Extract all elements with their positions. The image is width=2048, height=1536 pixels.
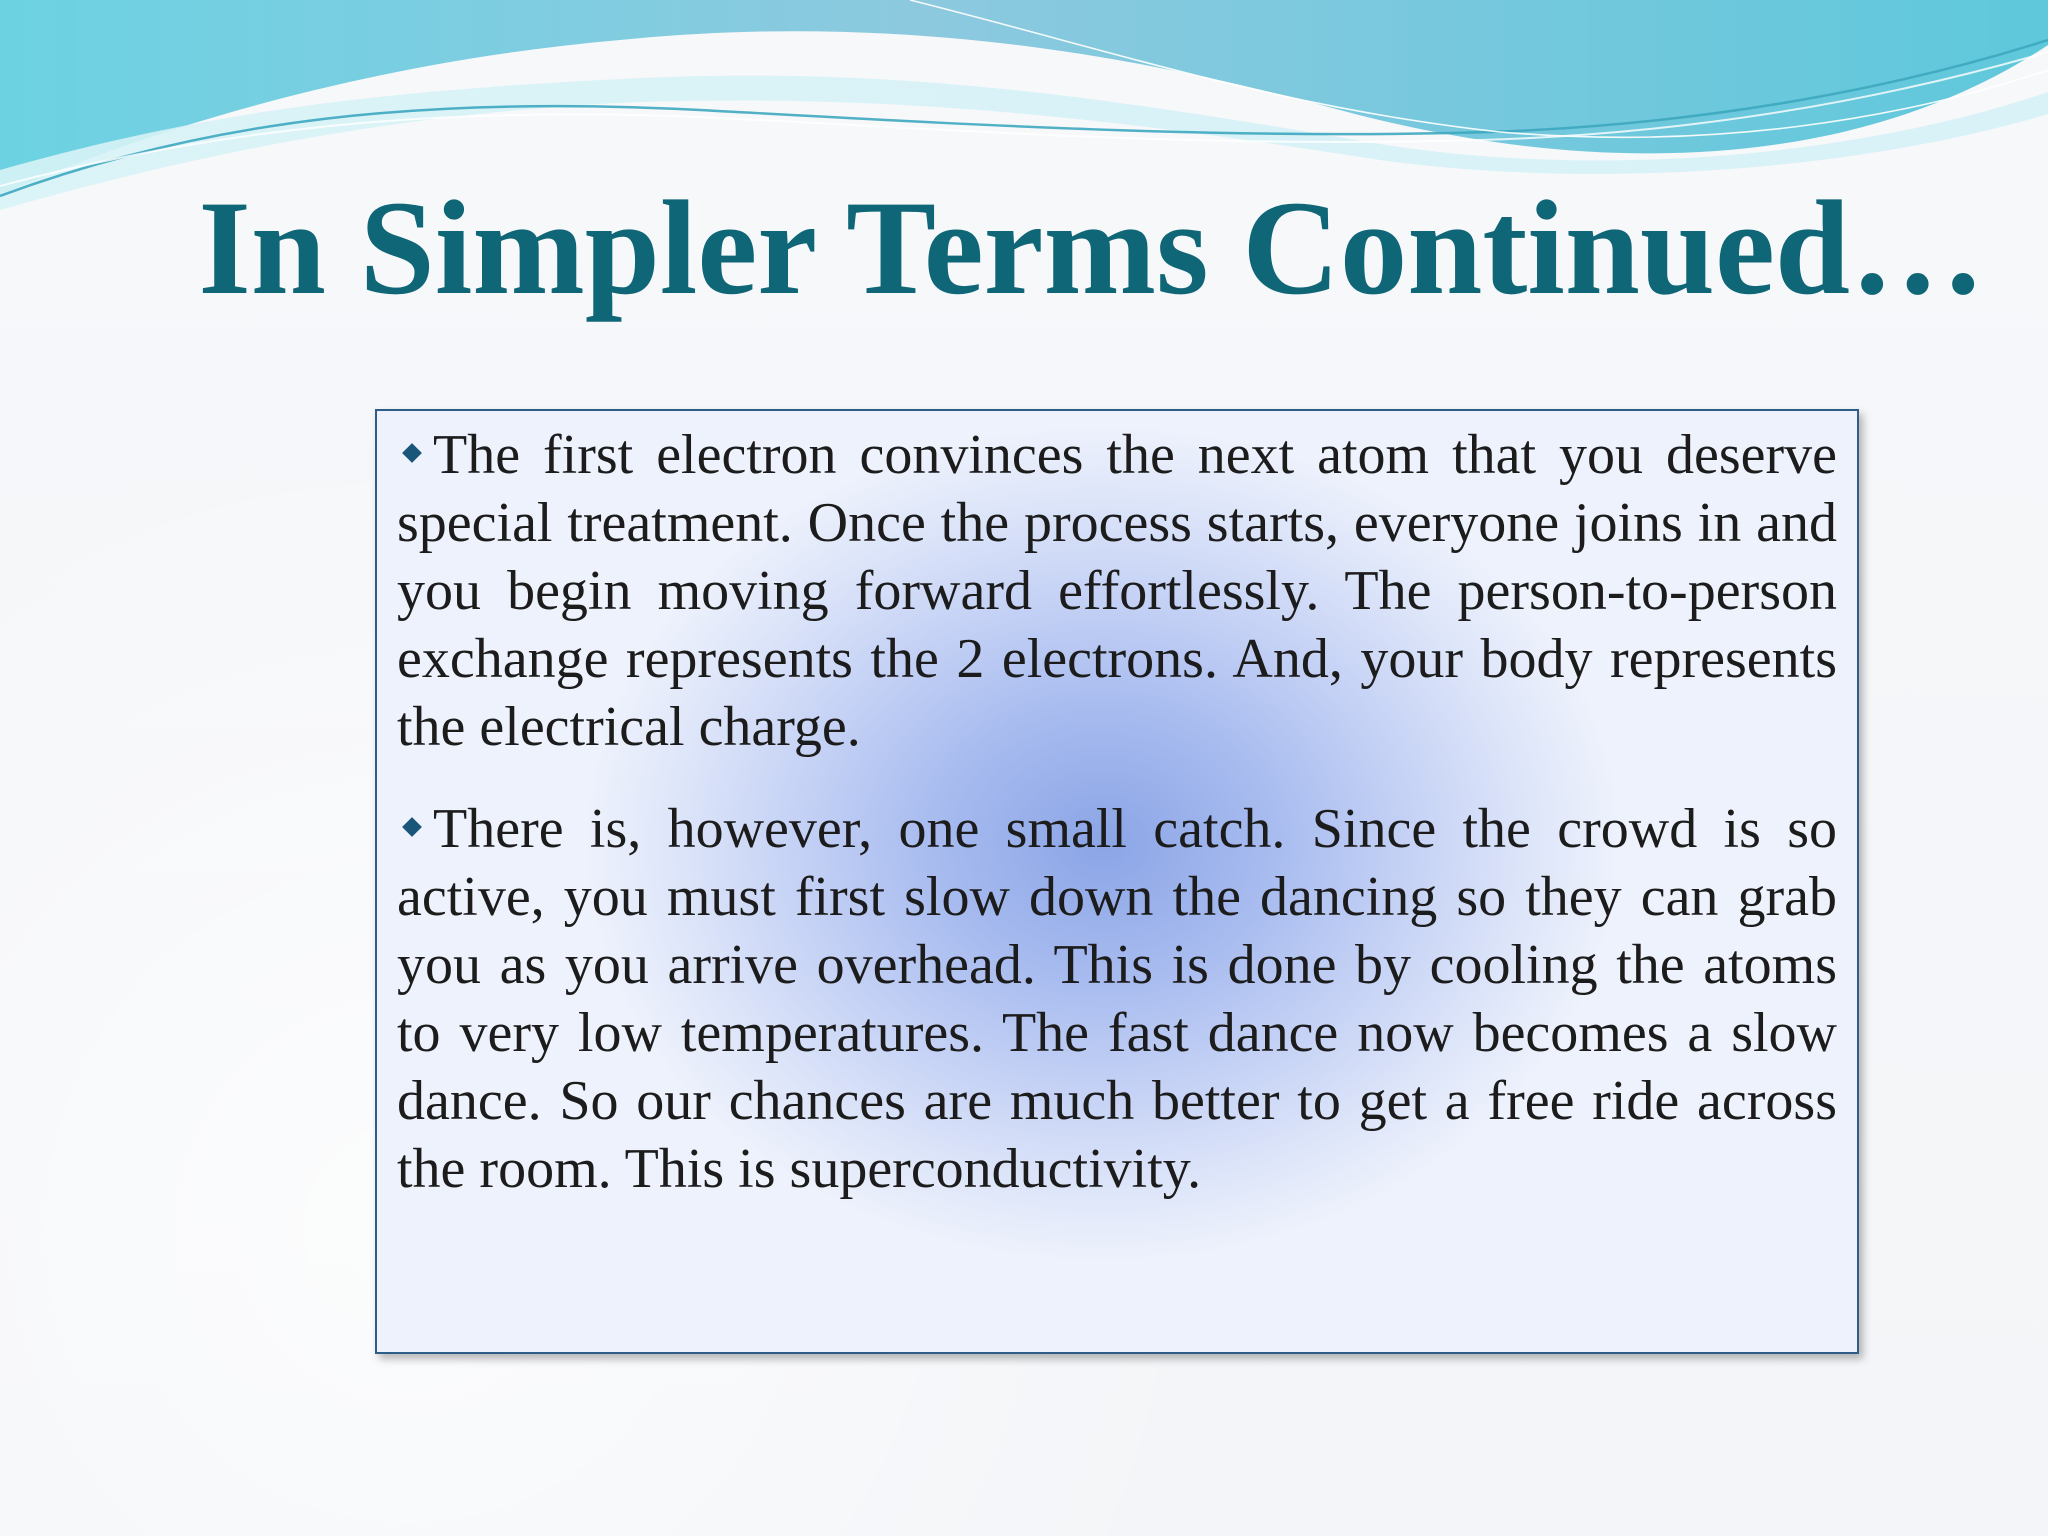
content-box [375, 409, 1859, 1354]
diamond-bullet-icon [402, 817, 422, 837]
bullet-text-1: The first electron convinces the next atom that you deserve special treatment. Once the process starts, everyone joins in and you begin moving forward effortlessly. The person-to-person exchange represents the 2 electrons. And, your body represents the electrical charge. [397, 424, 1837, 758]
slide-title: In Simpler Terms Continued… [198, 174, 1985, 323]
diamond-bullet-icon [402, 443, 422, 463]
bullet-paragraph-2 [397, 795, 1837, 1203]
bullet-text-2: There is, however, one small catch. Since the crowd is so active, you must first slow down the dancing so they can grab you as you arrive overhead. This is done by cooling the atoms to very low temperatures. The fast dance now becomes a slow dance. So our chances are much better to get a free ride across the room. This is superconductivity. [397, 798, 1837, 1200]
bullet-paragraph-1 [397, 421, 1837, 761]
